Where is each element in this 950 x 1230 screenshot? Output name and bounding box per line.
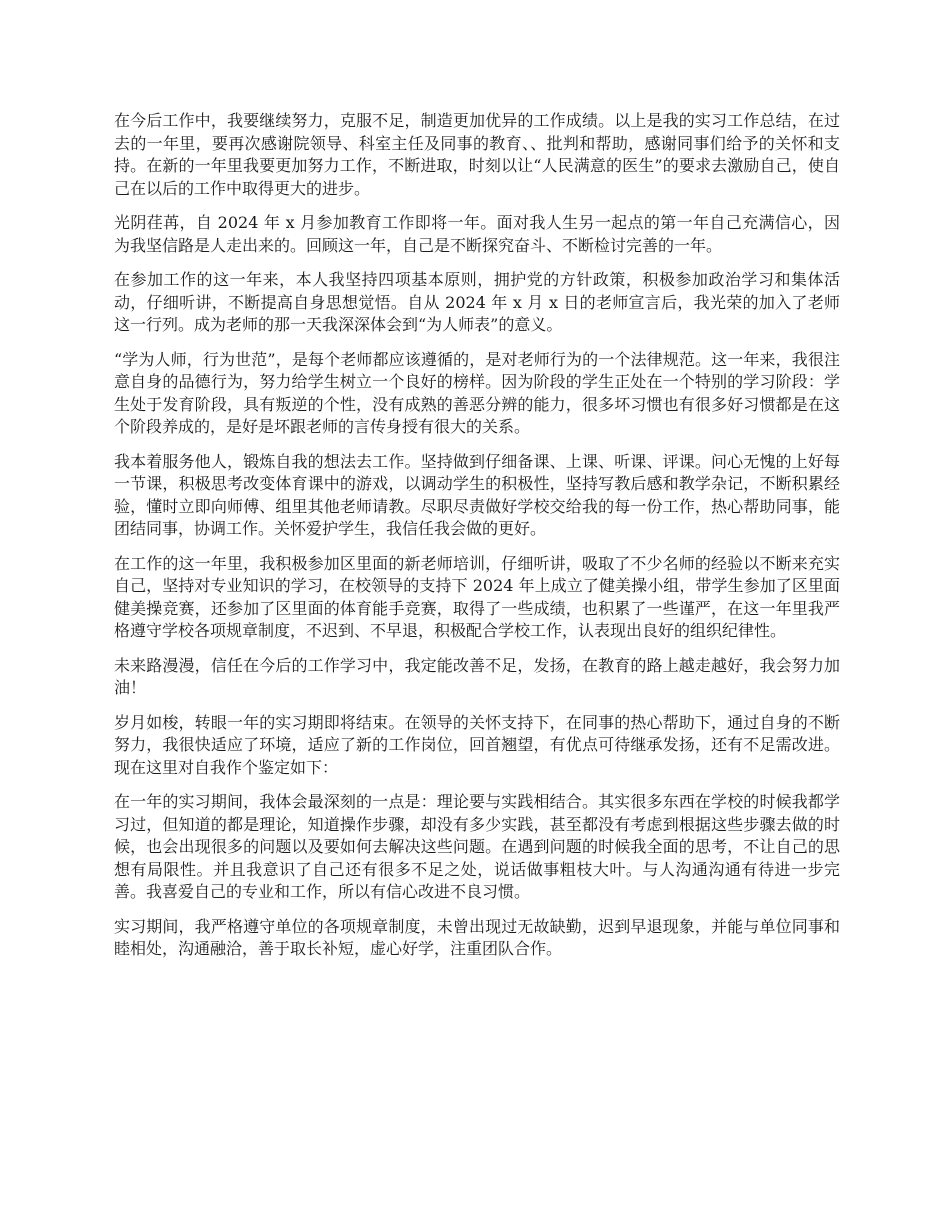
paragraph-7: 未来路漫漫，信任在今后的工作学习中，我定能改善不足，发扬，在教育的路上越走越好，我会努力加油！	[114, 655, 840, 697]
paragraph-6: 在工作的这一年里，我积极参加区里面的新老师培训，仔细听讲，吸取了不少名师的经验以不断来充实自己，坚持对专业知识的学习，在校领导的支持下 2024 年上成立了健美操小组，带学生参加了区里面健美操竞赛，还参加了区里面的体育能手竞赛，取得了一些成绩，也积累了一些谨严，在这一年里我严格遵守学校各项规章制度，不迟到、不早退，积极配合学校工作，认表现出良好的组织纪律性。	[114, 553, 840, 640]
paragraph-9: 在一年的实习期间，我体会最深刻的一点是：理论要与实践相结合。其实很多东西在学校的时候我都学习过，但知道的都是理论，知道操作步骤，却没有多少实践，甚至都没有考虑到根据这些步骤去做的时候，也会出现很多的问题以及要如何去解决这些问题。在遇到问题的时候我全面的思考，不让自己的思想有局限性。并且我意识了自己还有很多不足之处，说话做事粗枝大叶。与人沟通沟通有待进一步完善。我喜爱自己的专业和工作，所以有信心改进不良习惯。	[114, 792, 840, 901]
paragraph-10: 实习期间，我严格遵守单位的各项规章制度，未曾出现过无故缺勤，迟到早退现象，并能与单位同事和睦相处，沟通融洽，善于取长补短，虚心好学，注重团队合作。	[114, 916, 840, 958]
paragraph-3: 在参加工作的这一年来，本人我坚持四项基本原则，拥护党的方针政策，积极参加政治学习和集体活动，仔细听讲，不断提高自身思想觉悟。自从 2024 年 x 月 x 日的老师宣言后，我光荣的加入了老师这一行列。成为老师的那一天我深深体会到“为人师表”的意义。	[114, 270, 840, 334]
paragraph-4: “学为人师，行为世范”，是每个老师都应该遵循的，是对老师行为的一个法律规范。这一年来，我很注意自身的品德行为，努力给学生树立一个良好的榜样。因为阶段的学生正处在一个特别的学习阶段：学生处于发育阶段，具有叛逆的个性，没有成熟的善恶分辨的能力，很多坏习惯也有很多好习惯都是在这个阶段养成的，是好是坏跟老师的言传身授有很大的关系。	[114, 349, 840, 436]
paragraph-8: 岁月如梭，转眼一年的实习期即将结束。在领导的关怀支持下，在同事的热心帮助下，通过自身的不断努力，我很快适应了环境，适应了新的工作岗位，回首翘望，有优点可待继承发扬，还有不足需改进。现在这里对自我作个鉴定如下：	[114, 712, 840, 777]
paragraph-5: 我本着服务他人，锻炼自我的想法去工作。坚持做到仔细备课、上课、听课、评课。问心无愧的上好每一节课，积极思考改变体育课中的游戏，以调动学生的积极性，坚持写教后感和教学杂记，不断积累经验，懂时立即向师傅、组里其他老师请教。尽职尽责做好学校交给我的每一份工作，热心帮助同事，能团结同事，协调工作。关怀爱护学生，我信任我会做的更好。	[114, 451, 840, 538]
paragraph-2: 光阴荏苒，自 2024 年 x 月参加教育工作即将一年。面对我人生另一起点的第一年自己充满信心，因为我坚信路是人走出来的。回顾这一年，自己是不断探究奋斗、不断检讨完善的一年。	[114, 213, 840, 255]
document-body	[114, 110, 840, 973]
paragraph-1: 在今后工作中，我要继续努力，克服不足，制造更加优异的工作成绩。以上是我的实习工作总结，在过去的一年里，要再次感谢院领导、科室主任及同事的教育、、批判和帮助，感谢同事们给予的关怀和支持。在新的一年里我要更加努力工作，不断进取，时刻以让“人民满意的医生”的要求去激励自己，使自己在以后的工作中取得更大的进步。	[114, 111, 840, 198]
